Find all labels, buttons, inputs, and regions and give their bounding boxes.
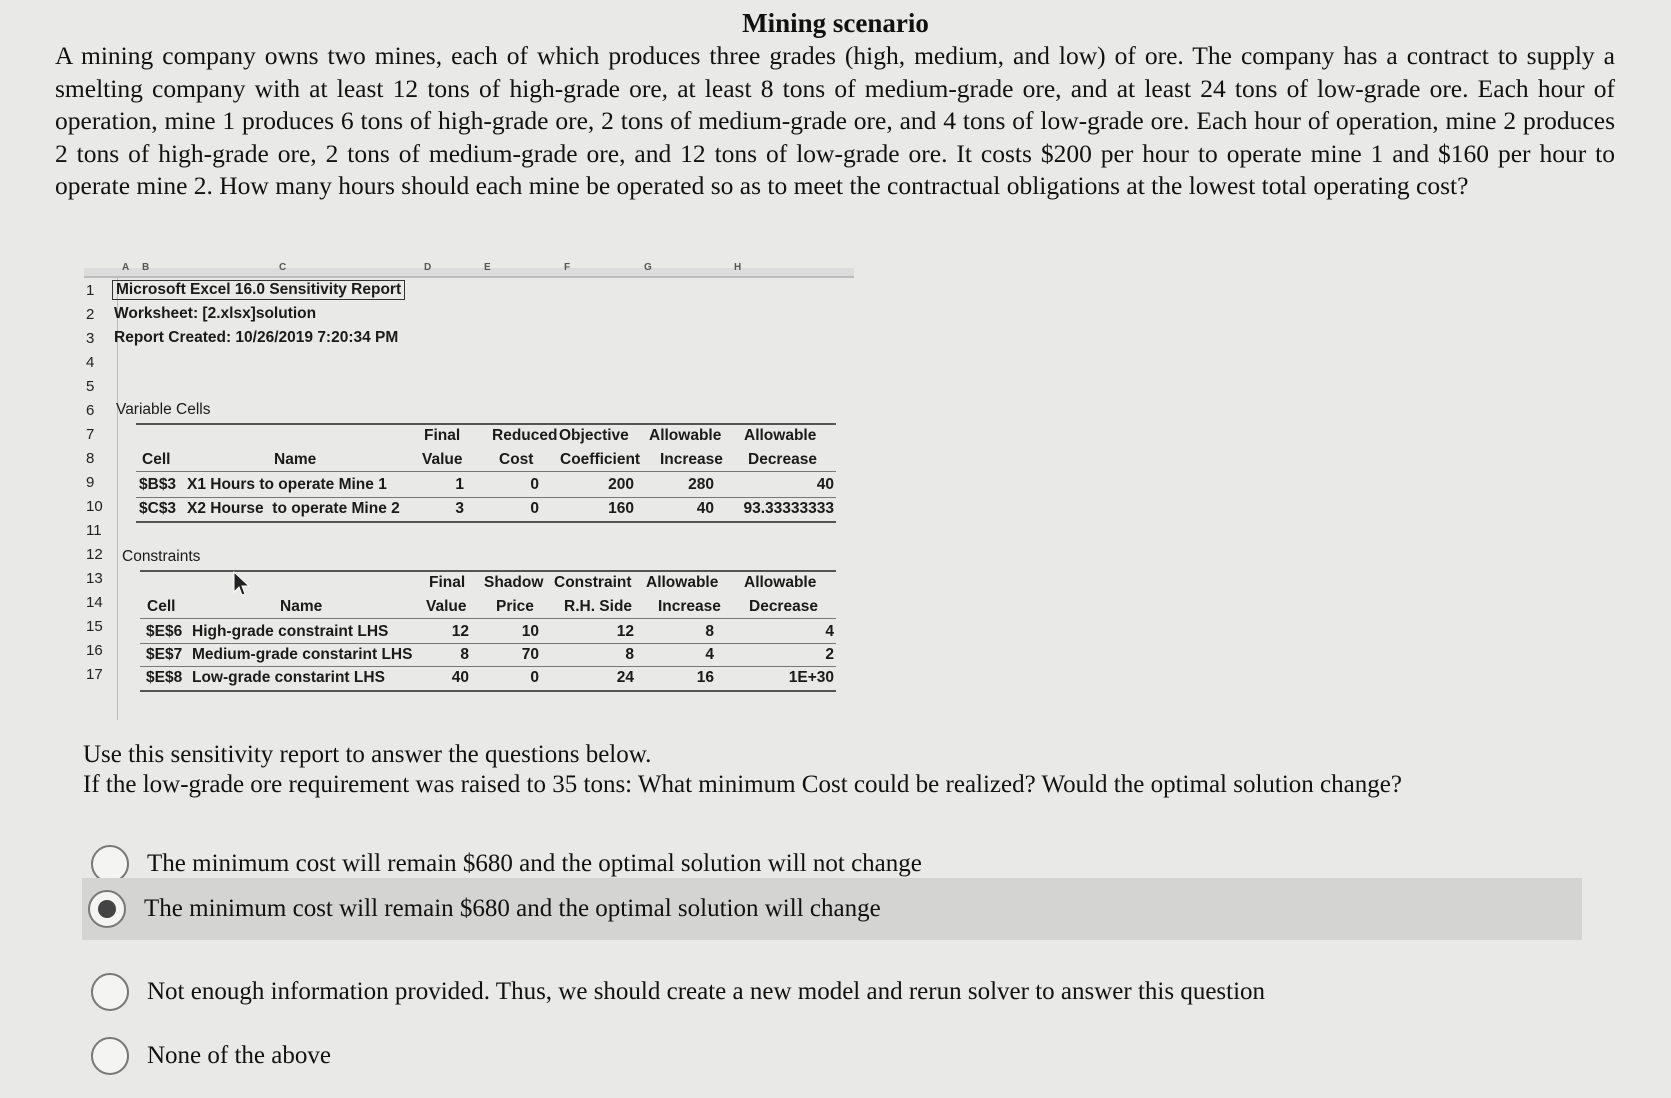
con-name: Medium-grade constarint LHS	[192, 646, 413, 663]
var-header: Decrease	[748, 451, 817, 468]
var-header: Allowable	[649, 427, 722, 444]
var-header: Name	[274, 451, 317, 468]
sensitivity-report-image	[84, 262, 854, 720]
con-inc: 4	[705, 646, 714, 663]
con-cell: $E$6	[146, 623, 183, 640]
page-title: Mining scenario	[742, 8, 929, 38]
col-letter: C	[279, 262, 287, 273]
table-rule	[140, 666, 836, 667]
var-reduced: 0	[530, 476, 539, 493]
con-header: Constraint	[554, 574, 632, 591]
con-dec: 1E+30	[788, 669, 834, 686]
con-header: Final	[429, 574, 466, 591]
radio-button[interactable]	[91, 973, 129, 1011]
var-header: Reduced	[492, 427, 558, 444]
con-name: High-grade constraint LHS	[192, 623, 389, 640]
answer-option-label: Not enough information provided. Thus, we should create a new model and rerun solver to answer this question	[147, 978, 1266, 1005]
row-number: 5	[86, 378, 95, 395]
con-inc: 16	[696, 669, 714, 686]
var-header: Increase	[660, 451, 723, 468]
con-dec: 2	[825, 646, 834, 663]
table-rule	[136, 471, 836, 472]
var-header: Allowable	[744, 427, 817, 444]
var-header: Objective	[559, 427, 629, 444]
answer-option[interactable]	[85, 970, 1585, 1014]
var-inc: 40	[696, 500, 714, 517]
row-number: 1	[86, 282, 95, 299]
row-number: 6	[86, 402, 95, 419]
report-created: Report Created: 10/26/2019 7:20:34 PM	[114, 329, 399, 346]
table-rule	[140, 643, 836, 644]
col-letter: B	[142, 262, 150, 273]
var-name: X1 Hours to operate Mine 1	[187, 476, 387, 493]
con-final: 40	[451, 669, 469, 686]
var-final: 3	[455, 500, 464, 517]
con-header: Decrease	[749, 598, 818, 615]
answer-option-label: The minimum cost will remain $680 and the optimal solution will not change	[147, 850, 922, 877]
var-header: Value	[422, 451, 463, 468]
answer-option-label: The minimum cost will remain $680 and the optimal solution will change	[144, 895, 881, 922]
var-header: Cell	[142, 451, 171, 468]
table-rule	[136, 521, 836, 523]
question-instruction: Use this sensitivity report to answer the questions below.	[83, 741, 652, 768]
con-rhs: 24	[616, 669, 634, 686]
con-final: 12	[451, 623, 469, 640]
answer-option[interactable]	[85, 1034, 1585, 1078]
var-dec: 40	[816, 476, 834, 493]
radio-button[interactable]	[91, 1037, 129, 1075]
row-number: 4	[86, 354, 95, 371]
answer-option-label: None of the above	[147, 1042, 331, 1069]
con-shadow: 0	[530, 669, 539, 686]
col-letter: H	[734, 262, 742, 273]
col-letter: E	[484, 262, 491, 273]
var-header: Cost	[499, 451, 534, 468]
var-coef: 200	[608, 476, 634, 493]
con-header: Allowable	[646, 574, 719, 591]
table-rule	[136, 497, 836, 498]
row-number: 15	[86, 618, 103, 635]
row-number: 13	[86, 570, 103, 587]
row-number: 16	[86, 642, 103, 659]
report-worksheet: Worksheet: [2.xlsx]solution	[114, 305, 317, 322]
report-title: Microsoft Excel 16.0 Sensitivity Report	[112, 280, 405, 300]
var-name: X2 Hourse to operate Mine 2	[187, 500, 400, 517]
con-cell: $E$7	[146, 646, 183, 663]
var-header: Coefficient	[560, 451, 641, 468]
row-number: 8	[86, 450, 95, 467]
question-text: If the low-grade ore requirement was raised to 35 tons: What minimum Cost could be realized? Would the optimal solution change?	[83, 771, 1402, 798]
con-shadow: 70	[521, 646, 539, 663]
row-number: 2	[86, 306, 95, 323]
radio-button-checked[interactable]	[88, 890, 126, 928]
con-header: Shadow	[484, 574, 544, 591]
con-name: Low-grade constarint LHS	[192, 669, 385, 686]
row-number: 12	[86, 546, 103, 563]
var-dec: 93.33333333	[743, 500, 834, 517]
row-number: 11	[86, 522, 102, 539]
radio-dot-icon	[98, 900, 116, 918]
con-final: 8	[460, 646, 469, 663]
col-letter: G	[644, 262, 652, 273]
con-header: Value	[426, 598, 467, 615]
row-number: 7	[86, 426, 95, 443]
var-header: Final	[424, 427, 461, 444]
var-cell: $B$3	[139, 476, 177, 493]
row-number: 3	[86, 330, 95, 347]
var-cell: $C$3	[139, 500, 177, 517]
row-number: 10	[86, 498, 103, 515]
var-reduced: 0	[530, 500, 539, 517]
mouse-cursor-icon	[232, 570, 252, 598]
row-number-column	[84, 278, 118, 720]
col-letter: A	[122, 262, 130, 273]
con-cell: $E$8	[146, 669, 183, 686]
constraints-title: Constraints	[122, 548, 201, 565]
con-shadow: 10	[521, 623, 539, 640]
row-number: 17	[86, 666, 103, 683]
col-letter: F	[564, 262, 571, 273]
table-rule	[136, 423, 836, 425]
con-header: Price	[496, 598, 534, 615]
row-number: 9	[86, 474, 95, 491]
answer-option-selected[interactable]	[82, 878, 1582, 940]
table-rule	[140, 690, 836, 692]
con-dec: 4	[825, 623, 834, 640]
con-header: Cell	[147, 598, 176, 615]
var-coef: 160	[608, 500, 634, 517]
con-rhs: 8	[625, 646, 634, 663]
problem-statement: A mining company owns two mines, each of which produces three grades (high, medium, and low) of ore. The company has a contract to supply a smelting company with at least 12 tons of high-grade ore, at least 8 tons of medium-grade ore, and at least 24 tons of low-grade ore. Each hour of operation, mine 1 produces 6 tons of high-grade ore, 2 tons of medium-grade ore, and 4 tons of low-grade ore. Each hour of operation, mine 2 produces 2 tons of high-grade ore, 2 tons of medium-grade ore, and 12 tons of low-grade ore. It costs $200 per hour to operate mine 1 and $160 per hour to operate mine 2. How many hours should each mine be operated so as to meet the contractual obligations at the lowest total operating cost?	[55, 41, 1615, 200]
con-header: R.H. Side	[564, 598, 633, 615]
variable-cells-title: Variable Cells	[116, 401, 211, 418]
row-number: 14	[86, 594, 103, 611]
table-rule	[140, 618, 836, 619]
col-letter: D	[424, 262, 432, 273]
con-header: Allowable	[744, 574, 817, 591]
var-final: 1	[455, 476, 464, 493]
con-header: Increase	[658, 598, 721, 615]
column-header-bar	[84, 262, 854, 278]
con-header: Name	[280, 598, 323, 615]
con-inc: 8	[705, 623, 714, 640]
question-block	[83, 740, 1402, 800]
var-inc: 280	[688, 476, 714, 493]
con-rhs: 12	[616, 623, 634, 640]
